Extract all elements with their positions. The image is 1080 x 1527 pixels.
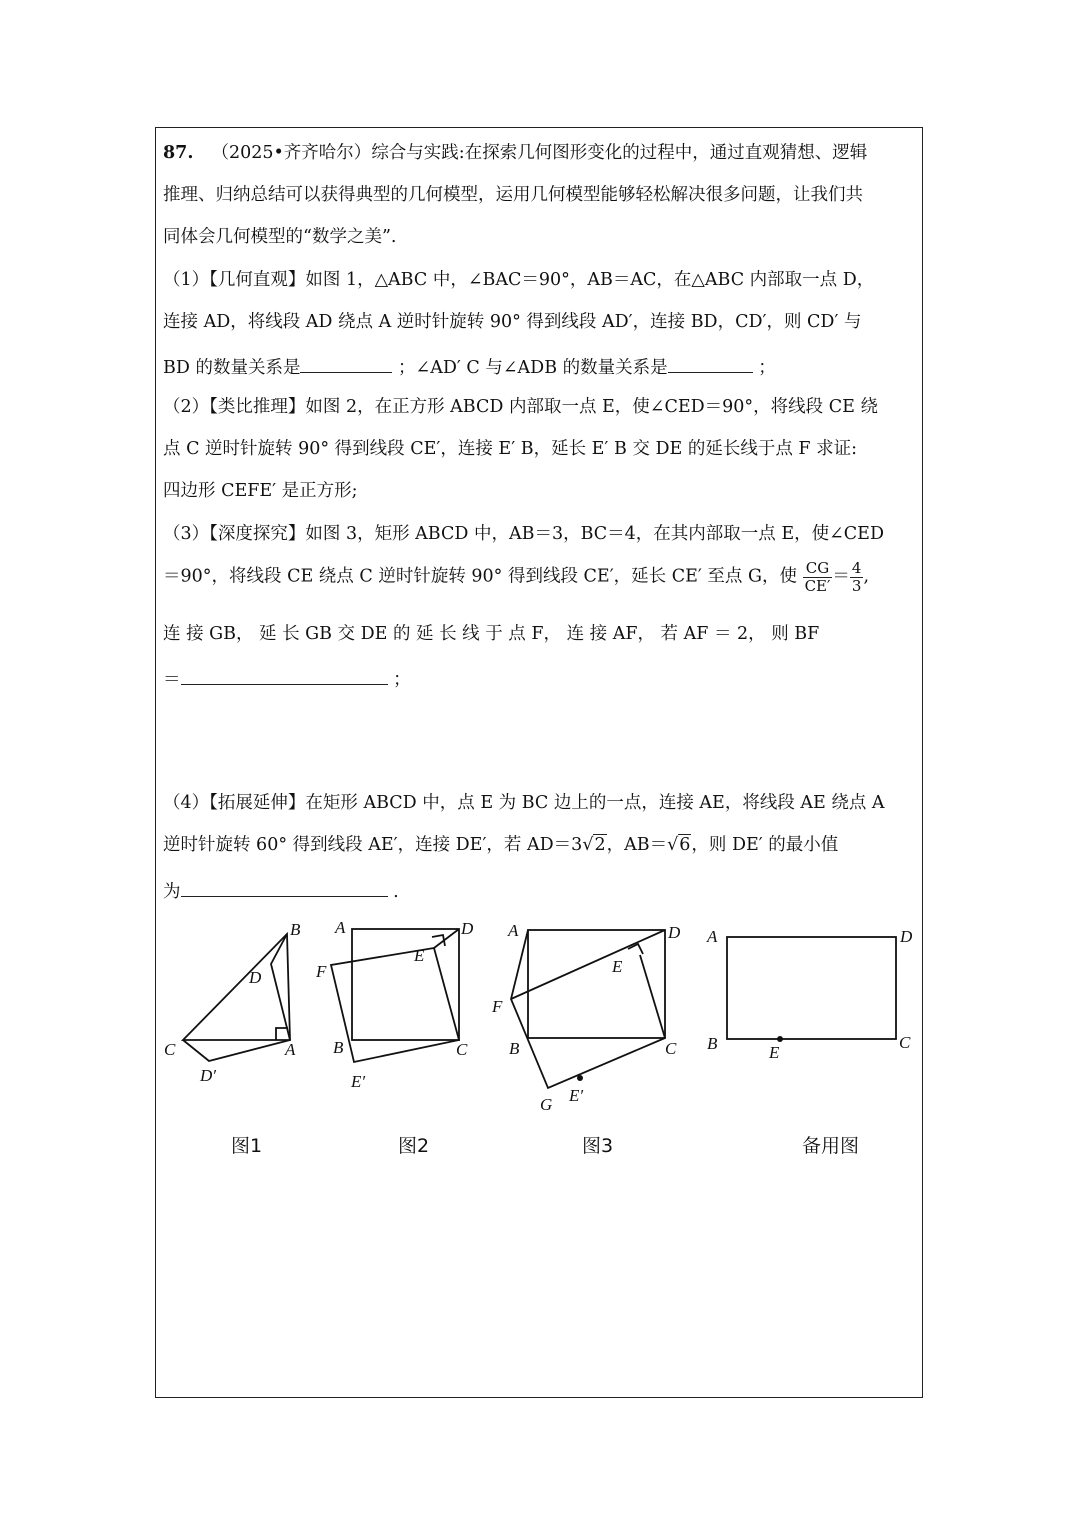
part3-title: （3）【深度探究】 bbox=[163, 524, 306, 544]
label-d2: D bbox=[461, 919, 474, 938]
part3-line-3: 连 接 GB， 延 长 GB 交 DE 的 延 长 线 于 点 F， 连 接 AF， 若 AF ＝ 2， 则 BF bbox=[163, 624, 820, 644]
label-e4: E bbox=[769, 1043, 780, 1062]
segment-ed bbox=[434, 929, 459, 948]
label-c3: C bbox=[665, 1039, 677, 1058]
part2-line-1: （2）【类比推理】如图 2，在正方形 ABCD 内部取一点 E，使∠CED＝90°，将线段 CE 绕 bbox=[163, 397, 878, 417]
point-ep-fig3 bbox=[577, 1075, 583, 1081]
label-b2: B bbox=[333, 1038, 344, 1057]
label-f3: F bbox=[492, 997, 503, 1016]
fraction-cg-ce: $\frac{CG}{CE'}$ bbox=[804, 559, 831, 595]
problem-source: （2025•齐齐哈尔） bbox=[211, 143, 372, 163]
label-b1: B bbox=[290, 920, 301, 939]
caption-fig2: 图2 bbox=[398, 1135, 430, 1157]
figure-3 bbox=[511, 930, 665, 1088]
rectangle-abcd bbox=[528, 930, 665, 1038]
figure-4 bbox=[727, 937, 896, 1039]
label-e2: E bbox=[414, 946, 425, 965]
intro-line-1: 87. （2025•齐齐哈尔）综合与实践:在探索几何图形变化的过程中，通过直观猜想、逻辑 bbox=[163, 143, 868, 163]
label-f2: F bbox=[316, 962, 327, 981]
fraction-4-3: $\frac{4}{3}$ bbox=[851, 559, 862, 595]
label-ep2: E′ bbox=[351, 1072, 366, 1091]
sqrt-2: 2 bbox=[594, 835, 606, 855]
label-a1: A bbox=[285, 1040, 296, 1059]
problem-number: 87. bbox=[163, 143, 194, 163]
part1-line-3: BD 的数量关系是 ；∠AD′ C 与∠ADB 的数量关系是 ； bbox=[163, 358, 776, 378]
label-g3: G bbox=[540, 1095, 553, 1114]
part4-line-2: 逆时针旋转 60° 得到线段 AE′，连接 DE′，若 AD＝3√2，AB＝√6，则 DE′ 的最小值 bbox=[163, 835, 839, 855]
part4-line-1: （4）【拓展延伸】在矩形 ABCD 中，点 E 为 BC 边上的一点，连接 AE，将线段 AE 绕点 A bbox=[163, 793, 885, 813]
label-ep3: E′ bbox=[569, 1086, 584, 1105]
intro-line-3: 同体会几何模型的“数学之美”. bbox=[163, 227, 397, 247]
intro-line-2: 推理、归纳总结可以获得典型的几何模型，运用几何模型能够轻松解决很多问题，让我们共 bbox=[163, 185, 863, 205]
label-c4: C bbox=[899, 1033, 911, 1052]
square-cefe bbox=[331, 948, 459, 1062]
label-a2: A bbox=[335, 918, 346, 937]
part4-line-3: 为 . bbox=[163, 882, 399, 902]
part3-line-4: ＝ ； bbox=[163, 670, 411, 690]
label-d3: D bbox=[668, 923, 681, 942]
label-c2: C bbox=[456, 1040, 468, 1059]
line-fd bbox=[511, 930, 665, 999]
part1-title: （1）【几何直观】 bbox=[163, 270, 306, 290]
label-a3: A bbox=[508, 921, 519, 940]
spare-rectangle-abcd bbox=[727, 937, 896, 1039]
figure-2 bbox=[331, 929, 459, 1062]
label-e3: E bbox=[612, 957, 623, 976]
label-dp1: D′ bbox=[200, 1066, 216, 1085]
part2-line-2: 点 C 逆时针旋转 90° 得到线段 CE′，连接 E′ B，延长 E′ B 交 DE 的延长线于点 F 求证: bbox=[163, 439, 857, 459]
label-d4: D bbox=[900, 927, 913, 946]
figure-1 bbox=[183, 934, 290, 1061]
part2-line-3: 四边形 CEFE′ 是正方形; bbox=[163, 481, 358, 501]
label-a4: A bbox=[707, 927, 718, 946]
sqrt-6: 6 bbox=[679, 835, 691, 855]
part2-title: （2）【类比推理】 bbox=[163, 397, 306, 417]
right-angle-mark-a bbox=[276, 1028, 288, 1040]
point-e-fig4 bbox=[777, 1036, 783, 1042]
label-b4: B bbox=[707, 1034, 718, 1053]
triangle-abc bbox=[183, 934, 290, 1040]
label-d1: D bbox=[249, 968, 262, 987]
caption-fig1: 图1 bbox=[231, 1135, 263, 1157]
part3-line-2: ＝90°，将线段 CE 绕点 C 逆时针旋转 90° 得到线段 CE′，延长 CE′ 至点 G，使 $\frac{CG}{CE'}$ ＝ $\frac{4}{3}$ , bbox=[163, 559, 870, 595]
caption-fig4: 备用图 bbox=[802, 1135, 860, 1157]
square-abcd bbox=[352, 929, 459, 1040]
caption-fig3: 图3 bbox=[582, 1135, 614, 1157]
part4-title: （4）【拓展延伸】 bbox=[163, 793, 306, 813]
part1-line-2: 连接 AD，将线段 AD 绕点 A 逆时针旋转 90° 得到线段 AD′，连接 BD，CD′，则 CD′ 与 bbox=[163, 312, 862, 332]
part1-line-1: （1）【几何直观】如图 1，△ABC 中，∠BAC＝90°，AB＝AC，在△ABC 内部取一点 D， bbox=[163, 270, 875, 290]
label-c1: C bbox=[164, 1040, 176, 1059]
segments-cdp-adp bbox=[183, 1040, 290, 1061]
part3-line-1: （3）【深度探究】如图 3，矩形 ABCD 中，AB＝3，BC＝4，在其内部取一点 E，使∠CED bbox=[163, 524, 884, 544]
label-b3: B bbox=[509, 1039, 520, 1058]
segment-ec bbox=[640, 955, 665, 1038]
